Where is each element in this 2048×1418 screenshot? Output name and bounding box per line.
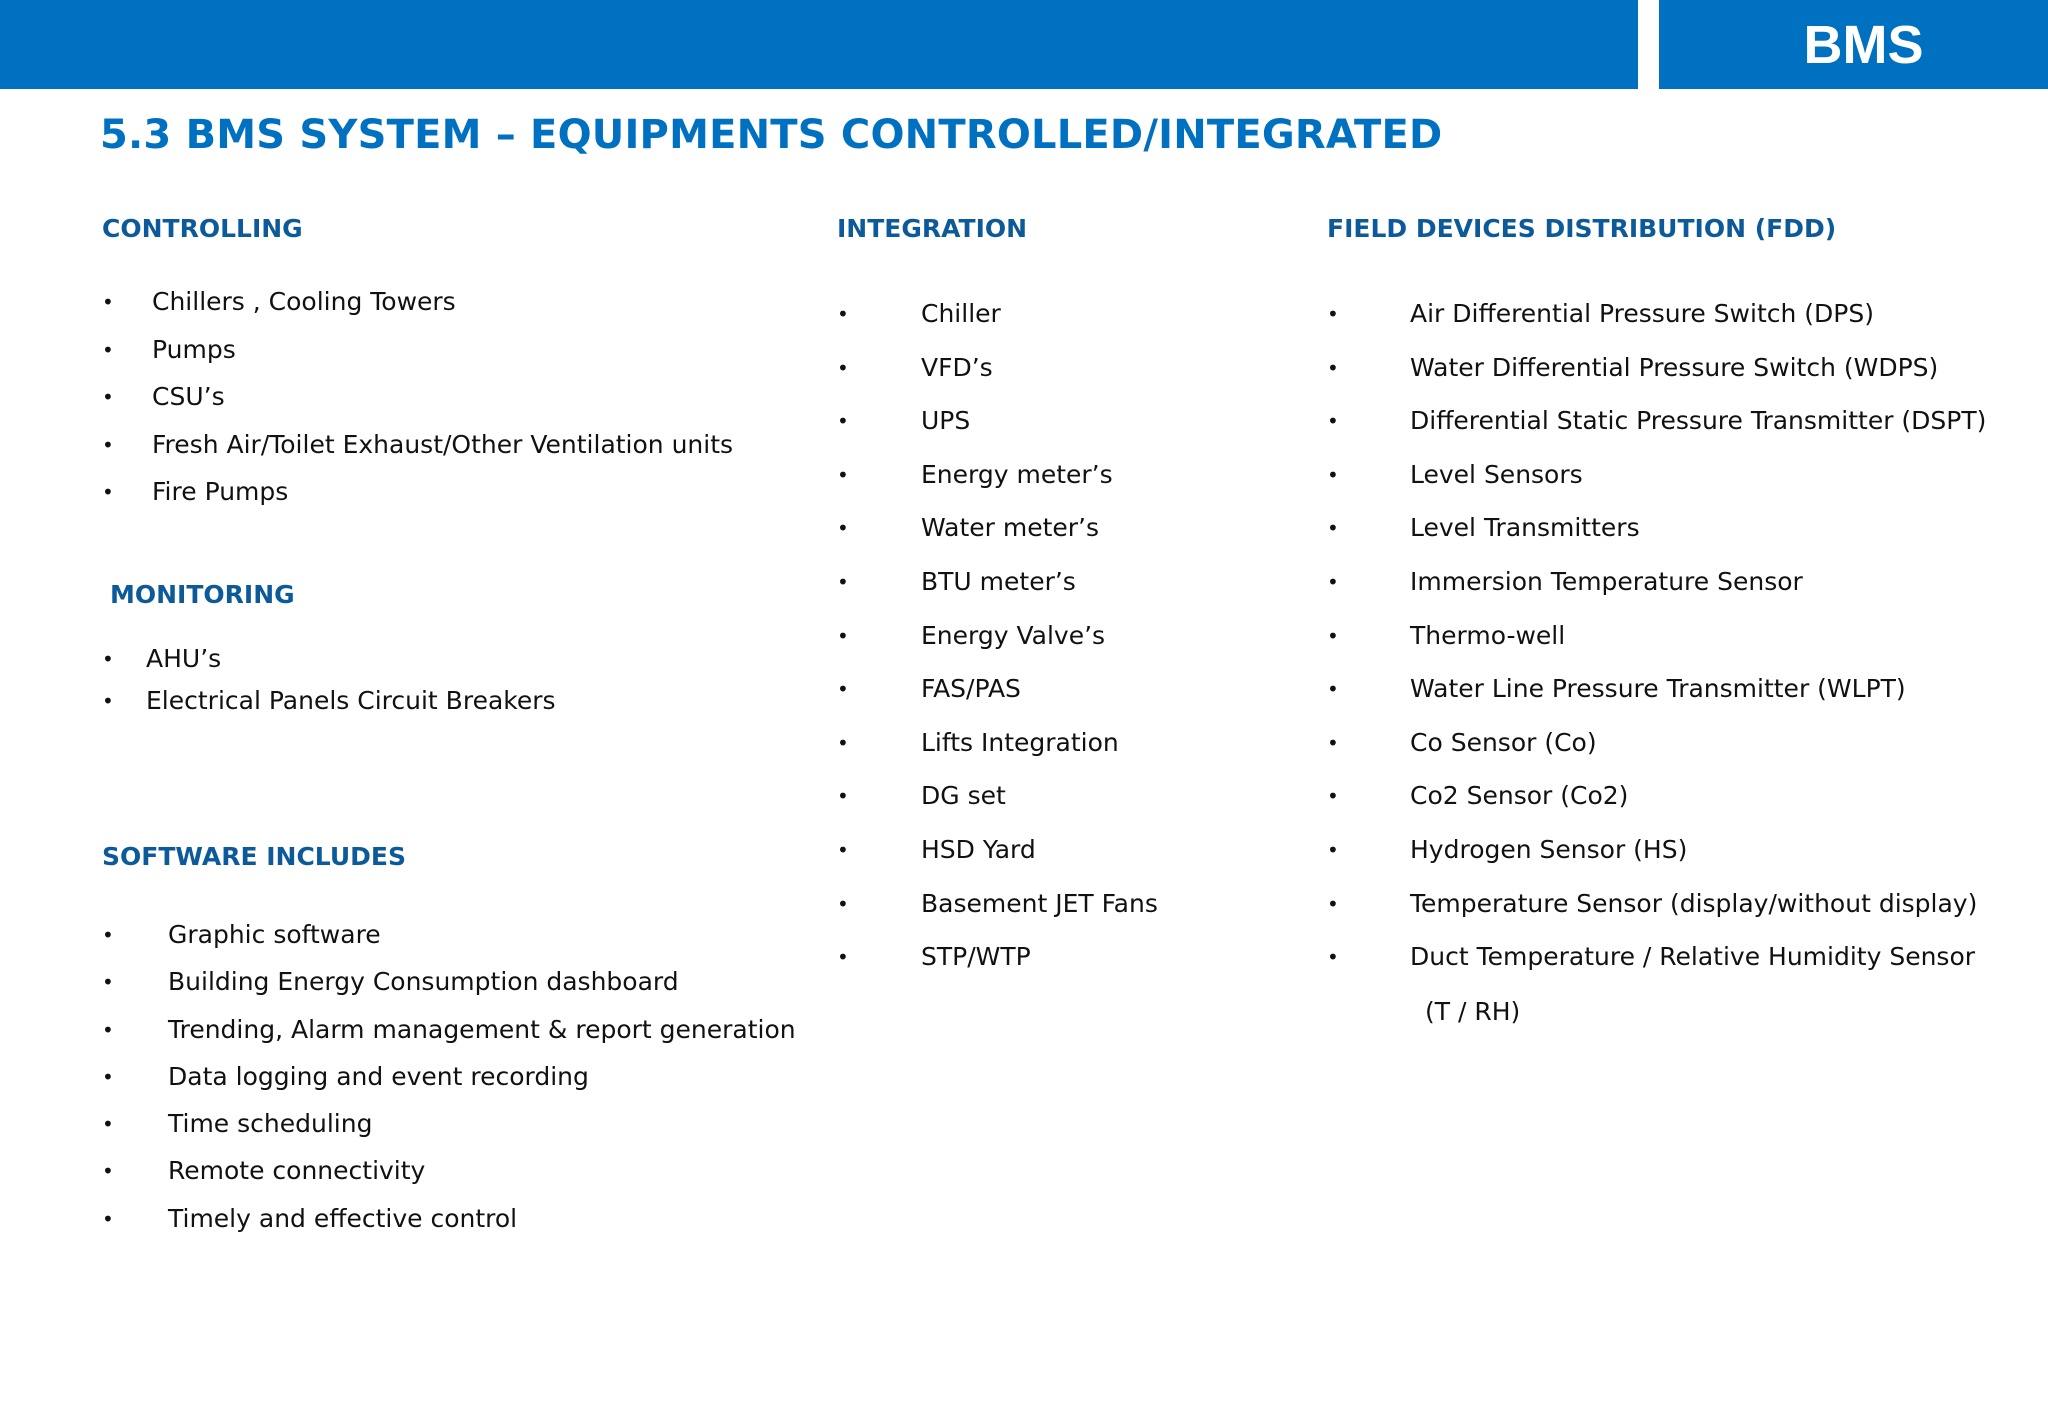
list-item xyxy=(1327,401,1986,455)
monitoring-list xyxy=(102,640,556,724)
bullet-icon: • xyxy=(1327,784,1339,809)
list-item-text: Immersion Temperature Sensor xyxy=(1410,566,1803,596)
list-item xyxy=(837,455,1158,509)
list-item xyxy=(837,508,1158,562)
list-item-text: DG set xyxy=(921,781,1006,811)
bullet-icon: • xyxy=(102,1017,114,1042)
list-item xyxy=(102,962,796,1009)
bullet-icon: • xyxy=(102,480,114,504)
list-item xyxy=(837,884,1158,938)
bullet-icon: • xyxy=(837,462,849,487)
list-item-text: Level Transmitters xyxy=(1410,513,1640,543)
list-item-text: UPS xyxy=(921,406,971,436)
list-item-text: Co Sensor (Co) xyxy=(1410,727,1597,757)
list-item-text: Thermo-well xyxy=(1410,620,1566,650)
controlling-heading: CONTROLLING xyxy=(102,214,303,243)
list-item xyxy=(837,776,1158,830)
list-item-text: Energy meter’s xyxy=(921,459,1113,489)
list-item-text: Building Energy Consumption dashboard xyxy=(168,967,679,997)
bullet-icon: • xyxy=(837,891,849,916)
list-item xyxy=(102,1199,796,1246)
list-item xyxy=(102,640,556,682)
list-item-text: Air Differential Pressure Switch (DPS) xyxy=(1410,299,1874,328)
fdd-list xyxy=(1327,294,1986,991)
bullet-icon: • xyxy=(1327,569,1339,594)
list-item xyxy=(102,1010,796,1057)
list-item-text: Trending, Alarm management & report generation xyxy=(168,1014,796,1044)
list-item xyxy=(1327,723,1986,777)
list-item-text: Pumps xyxy=(152,334,236,364)
list-item xyxy=(1327,455,1986,509)
bullet-icon: • xyxy=(1327,891,1339,916)
brand-bar xyxy=(1659,0,2048,89)
list-item-text: Level Sensors xyxy=(1410,459,1583,489)
brand-label: BMS xyxy=(1803,14,1924,75)
list-item-text: VFD’s xyxy=(921,352,993,382)
integration-list xyxy=(837,294,1158,991)
list-item xyxy=(1327,937,1986,991)
list-item-text: Energy Valve’s xyxy=(921,620,1106,650)
list-item xyxy=(1327,294,1986,348)
list-item-text: Remote connectivity xyxy=(168,1156,426,1186)
bullet-icon: • xyxy=(1327,462,1339,487)
list-item xyxy=(837,401,1158,455)
bullet-icon: • xyxy=(837,784,849,809)
list-item xyxy=(837,616,1158,670)
bullet-icon: • xyxy=(1327,730,1339,755)
list-item xyxy=(102,472,733,520)
list-item xyxy=(102,425,733,473)
bullet-icon: • xyxy=(1327,355,1339,380)
list-item xyxy=(837,830,1158,884)
list-item-text: Duct Temperature / Relative Humidity Sensor xyxy=(1410,942,1976,972)
list-item xyxy=(102,682,556,724)
list-item-text: Co2 Sensor (Co2) xyxy=(1410,781,1629,811)
list-item xyxy=(1327,776,1986,830)
monitoring-heading: MONITORING xyxy=(110,580,295,609)
bullet-icon: • xyxy=(102,689,114,713)
software-heading: SOFTWARE INCLUDES xyxy=(102,842,406,871)
list-item xyxy=(1327,830,1986,884)
software-list xyxy=(102,915,796,1246)
bullet-icon: • xyxy=(1327,623,1339,648)
list-item-text: Fire Pumps xyxy=(152,477,289,506)
list-item xyxy=(837,348,1158,402)
list-item xyxy=(1327,616,1986,670)
bullet-icon: • xyxy=(837,677,849,702)
fdd-heading: FIELD DEVICES DISTRIBUTION (FDD) xyxy=(1327,214,1837,243)
bullet-icon: • xyxy=(102,1112,114,1137)
fdd-continuation: (T / RH) xyxy=(1425,997,1521,1026)
list-item-text: HSD Yard xyxy=(921,834,1036,864)
list-item-text: BTU meter’s xyxy=(921,566,1076,596)
list-item-text: Fresh Air/Toilet Exhaust/Other Ventilation units xyxy=(152,429,734,459)
bullet-icon: • xyxy=(837,569,849,594)
list-item-text: Hydrogen Sensor (HS) xyxy=(1410,834,1688,864)
bullet-icon: • xyxy=(102,290,114,314)
bullet-icon: • xyxy=(837,945,849,970)
bullet-icon: • xyxy=(102,647,114,671)
bullet-icon: • xyxy=(1327,409,1339,434)
list-item xyxy=(102,1104,796,1151)
list-item-text: CSU’s xyxy=(152,382,225,411)
list-item-text: Lifts Integration xyxy=(921,727,1119,757)
list-item-text: Chillers , Cooling Towers xyxy=(152,287,456,316)
list-item-text: STP/WTP xyxy=(921,942,1031,972)
bullet-icon: • xyxy=(837,409,849,434)
list-item-text: Timely and effective control xyxy=(168,1203,518,1233)
list-item xyxy=(1327,348,1986,402)
page-title: 5.3 BMS SYSTEM – EQUIPMENTS CONTROLLED/INTEGRATED xyxy=(100,112,1443,158)
bullet-icon: • xyxy=(102,385,114,409)
list-item-text: Water meter’s xyxy=(921,513,1100,543)
list-item-text: Temperature Sensor (display/without display) xyxy=(1410,888,1978,918)
bullet-icon: • xyxy=(1327,945,1339,970)
list-item xyxy=(102,1151,796,1198)
list-item xyxy=(1327,669,1986,723)
list-item-text: Electrical Panels Circuit Breakers xyxy=(146,686,556,715)
list-item xyxy=(102,1057,796,1104)
list-item-text: AHU’s xyxy=(146,644,222,673)
bullet-icon: • xyxy=(1327,837,1339,862)
bullet-icon: • xyxy=(837,355,849,380)
list-item-text: Chiller xyxy=(921,299,1001,328)
list-item xyxy=(102,377,733,425)
integration-heading: INTEGRATION xyxy=(837,214,1028,243)
list-item xyxy=(102,330,733,378)
bullet-icon: • xyxy=(837,730,849,755)
bullet-icon: • xyxy=(1327,516,1339,541)
list-item-text: Differential Static Pressure Transmitter (DSPT) xyxy=(1410,406,1987,436)
list-item-text: FAS/PAS xyxy=(921,674,1021,704)
list-item-text: Graphic software xyxy=(168,920,381,949)
list-item xyxy=(837,723,1158,777)
bullet-icon: • xyxy=(1327,302,1339,326)
bullet-icon: • xyxy=(102,1064,114,1089)
bullet-icon: • xyxy=(837,837,849,862)
bullet-icon: • xyxy=(102,923,114,947)
list-item xyxy=(837,562,1158,616)
header-bar xyxy=(0,0,1638,89)
list-item-text: Time scheduling xyxy=(168,1109,373,1139)
list-item xyxy=(837,669,1158,723)
bullet-icon: • xyxy=(837,623,849,648)
bullet-icon: • xyxy=(102,970,114,995)
list-item xyxy=(1327,884,1986,938)
list-item xyxy=(1327,508,1986,562)
list-item xyxy=(102,282,733,330)
bullet-icon: • xyxy=(102,432,114,457)
bullet-icon: • xyxy=(102,1206,114,1231)
list-item-text: Data logging and event recording xyxy=(168,1061,589,1091)
list-item-text: Water Line Pressure Transmitter (WLPT) xyxy=(1410,674,1906,704)
bullet-icon: • xyxy=(837,302,849,326)
list-item xyxy=(1327,562,1986,616)
list-item xyxy=(837,294,1158,348)
list-item xyxy=(102,915,796,962)
bullet-icon: • xyxy=(837,516,849,541)
bullet-icon: • xyxy=(102,337,114,362)
controlling-list xyxy=(102,282,733,520)
list-item-text: Basement JET Fans xyxy=(921,888,1158,918)
bullet-icon: • xyxy=(102,1159,114,1184)
list-item xyxy=(837,937,1158,991)
list-item-text: Water Differential Pressure Switch (WDPS) xyxy=(1410,352,1939,382)
bullet-icon: • xyxy=(1327,677,1339,702)
